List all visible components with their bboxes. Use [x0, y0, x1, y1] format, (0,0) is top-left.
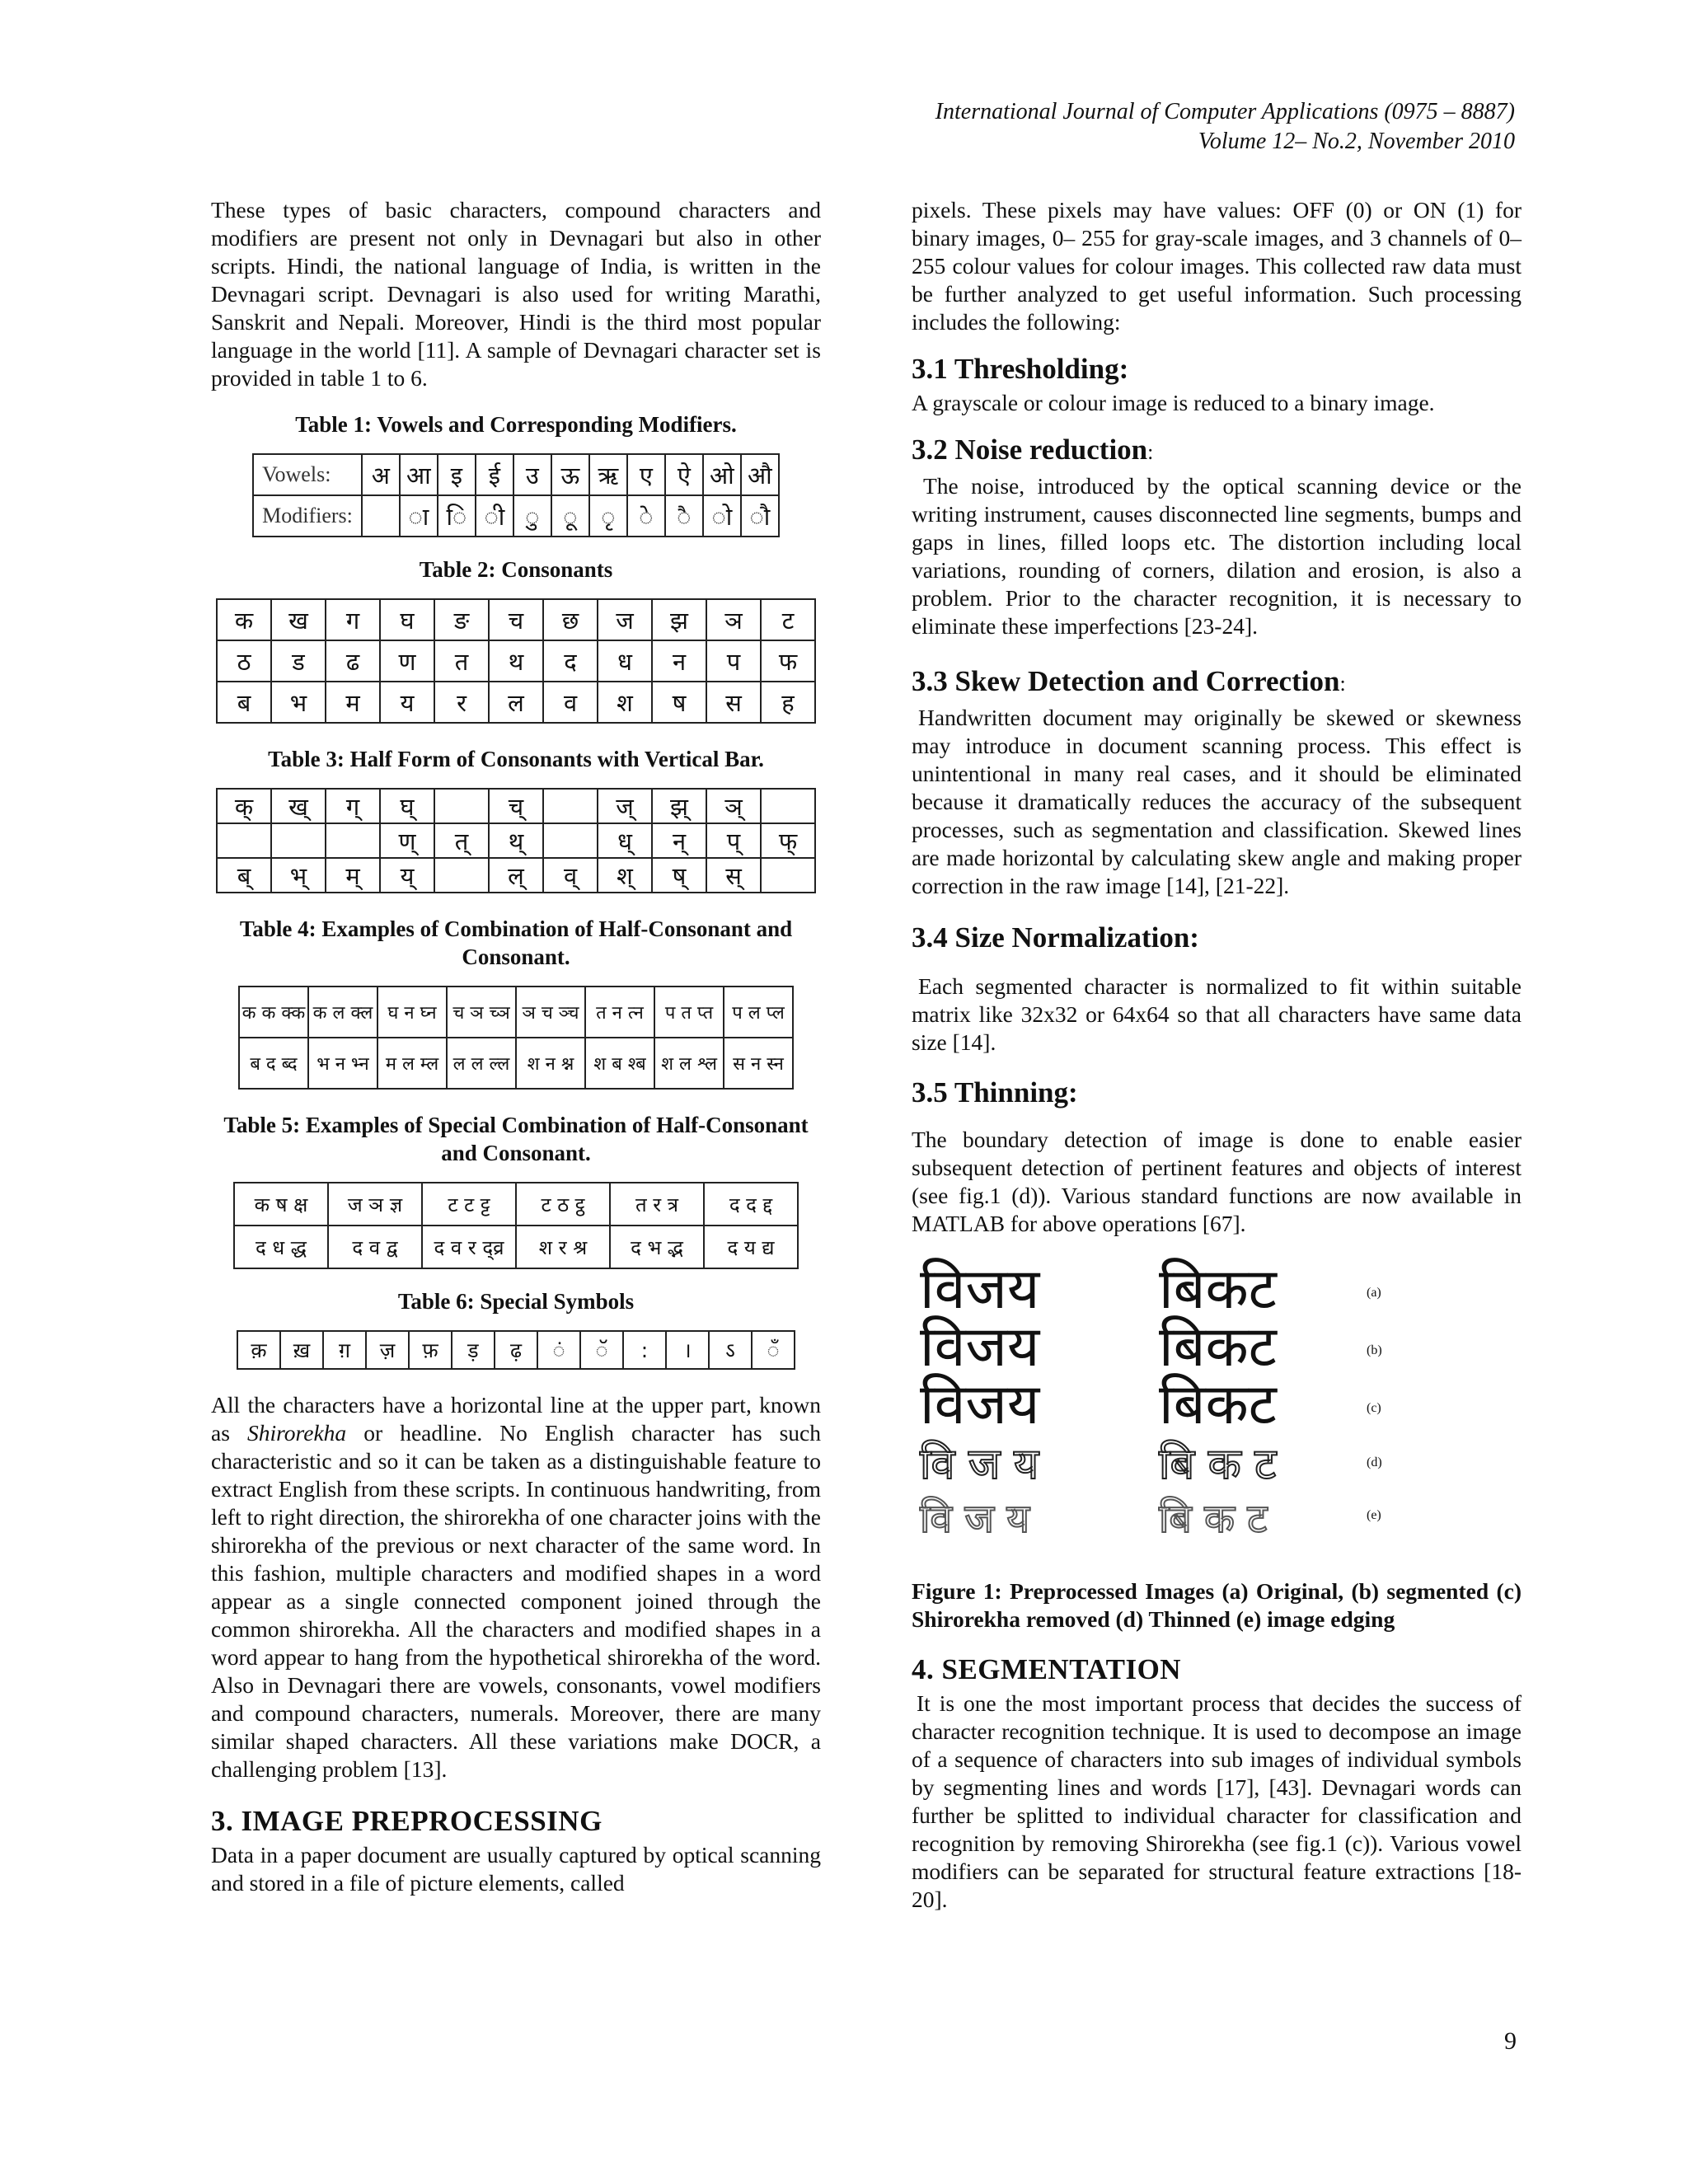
table-cell: श र श्र	[516, 1226, 610, 1268]
table-cell: द ध द्ध	[234, 1226, 328, 1268]
table-cell: ठ	[217, 640, 271, 682]
section4-paragraph: It is one the most important process that decides the success of character recognition technique. It is used to decompose an image of a sequence of characters into sub images of individual symbols by segmenting lines and words [17], [43]. Devnagari words can further be splitted to individual character for classification and recognition by removing Shirorekha (see fig.1 (c)). Various vowel modifiers can be separated for structural feature extractions [18-20].	[912, 1690, 1522, 1912]
table-cell: ि	[438, 495, 476, 537]
table-cell: :	[623, 1331, 666, 1369]
table-cell: ष	[652, 682, 706, 723]
table-row	[253, 454, 779, 495]
table-row	[237, 1331, 795, 1369]
table-cell: श	[598, 682, 652, 723]
figure-label: (a)	[1367, 1286, 1381, 1300]
table-cell: ट ट ट्ट	[422, 1183, 516, 1226]
figure-word: विजय	[920, 1372, 1040, 1437]
figure-word: बिकट	[1159, 1372, 1277, 1437]
table-cell: ऐ	[665, 454, 703, 495]
section4-heading: 4. SEGMENTATION	[912, 1653, 1182, 1685]
table4-caption: Table 4: Examples of Combination of Half-Consonant and Consonant.	[239, 916, 793, 969]
table-cell	[761, 789, 815, 823]
table-cell: म ल म्ल	[377, 1038, 447, 1089]
running-header	[935, 97, 1515, 157]
table6-special-symbols	[237, 1330, 795, 1370]
section3-heading: 3. IMAGE PREPROCESSING	[211, 1805, 603, 1837]
table-row	[253, 495, 779, 537]
volume-info: Volume 12– No.2, November 2010	[1198, 129, 1515, 154]
table-cell: ज	[598, 599, 652, 640]
table-cell: भ्	[271, 858, 326, 893]
table-cell: ण	[380, 640, 434, 682]
table-cell: ञ	[706, 599, 761, 640]
table-cell: ऋ	[589, 454, 627, 495]
table-cell: द	[543, 640, 598, 682]
table-cell: प	[706, 640, 761, 682]
table-cell: औ	[741, 454, 779, 495]
table-cell: ल	[489, 682, 543, 723]
table-cell: प त प्त	[654, 987, 724, 1038]
table-cell: त न त्न	[585, 987, 654, 1038]
table-row	[217, 858, 815, 893]
table5-caption: Table 5: Examples of Special Combination of Half-Consonant and Consonant.	[223, 1113, 809, 1165]
table-row	[217, 823, 815, 858]
figure-label: (d)	[1367, 1455, 1382, 1469]
table-cell: ध्	[598, 823, 652, 858]
table-cell: ग़	[323, 1331, 366, 1369]
table-cell: झ	[652, 599, 706, 640]
figure-label: (e)	[1367, 1508, 1381, 1522]
table-cell: द व द्व	[328, 1226, 422, 1268]
table1-vowels	[252, 453, 780, 537]
table-cell: ज़	[366, 1331, 409, 1369]
table-cell: न	[652, 640, 706, 682]
heading-text: 3.3 Skew Detection and Correction	[912, 665, 1340, 697]
table-cell: ञ च ञ्च	[516, 987, 585, 1038]
figure-word: वि ज य	[920, 1496, 1030, 1542]
table-cell: स	[706, 682, 761, 723]
heading-colon: :	[1147, 440, 1154, 464]
table-cell: क़	[237, 1331, 280, 1369]
table-row	[217, 682, 815, 723]
table-cell: ट ठ ट्ठ	[516, 1183, 610, 1226]
figure-1-caption: Figure 1: Preprocessed Images (a) Original, (b) segmented (c) Shirorekha removed (d) Thinned (e) image edging	[912, 1578, 1522, 1632]
table-cell: ऽ	[709, 1331, 752, 1369]
table-row	[217, 599, 815, 640]
table-cell: ो	[703, 495, 741, 537]
table-cell: क क क्क	[239, 987, 308, 1038]
para-text: All the characters have a horizontal line at the upper part, known as	[211, 1392, 821, 1446]
table-cell: ओ	[703, 454, 741, 495]
table-cell: ड	[271, 640, 326, 682]
table-cell: ल ल ल्ल	[447, 1038, 516, 1089]
s34-paragraph: Each segmented character is normalized to fit within suitable matrix like 32x32 or 64x64 so that all characters have same data size [14].	[912, 973, 1522, 1055]
heading-text: 3.2 Noise reduction	[912, 434, 1148, 466]
table-cell: त्	[434, 823, 489, 858]
table-cell: ौ	[741, 495, 779, 537]
table2-consonants	[216, 598, 816, 724]
left-column	[211, 196, 821, 1897]
table-cell: च्	[489, 789, 543, 823]
para-emphasis: Shirorekha	[246, 1420, 347, 1446]
table-cell: ु	[513, 495, 551, 537]
table5-special-combinations	[233, 1182, 799, 1269]
figure-word: वि ज य	[920, 1440, 1039, 1489]
figure-label: (c)	[1367, 1401, 1381, 1415]
table-cell: ड़	[452, 1331, 495, 1369]
table-cell: य्	[380, 858, 434, 893]
figure-word: बिकट	[1159, 1315, 1277, 1380]
s32-heading	[912, 434, 1522, 469]
s35-heading: 3.5 Thinning:	[912, 1076, 1078, 1108]
table-cell: ।	[666, 1331, 709, 1369]
table4-combinations	[238, 986, 794, 1090]
table-cell: फ़	[409, 1331, 452, 1369]
table-cell: अ	[362, 454, 400, 495]
table-cell: इ	[438, 454, 476, 495]
table-cell	[217, 823, 271, 858]
journal-name: International Journal of Computer Applications (0975 – 8887)	[935, 99, 1515, 124]
s34-heading: 3.4 Size Normalization:	[912, 921, 1199, 954]
table3-half-forms	[216, 788, 816, 893]
figure-label: (b)	[1367, 1343, 1382, 1357]
table6-caption: Table 6: Special Symbols	[397, 1289, 635, 1314]
s31-paragraph: A grayscale or colour image is reduced to a binary image.	[912, 390, 1435, 415]
table-cell	[362, 495, 400, 537]
table-cell: श्	[598, 858, 652, 893]
table-cell: फ्	[761, 823, 815, 858]
table-cell: म्	[326, 858, 380, 893]
table-cell: ग	[326, 599, 380, 640]
table-cell: भ	[271, 682, 326, 723]
table-cell: श ब श्ब	[585, 1038, 654, 1089]
table-cell: ढ	[326, 640, 380, 682]
figure-word: बि क ट	[1159, 1496, 1268, 1542]
table-cell: झ्	[652, 789, 706, 823]
continued-paragraph: pixels. These pixels may have values: OFF (0) or ON (1) for binary images, 0– 255 for gray-scale images, and 3 channels of 0–255 colour values for colour images. This collected raw data must be further analyzed to get useful information. Such processing includes the following:	[912, 197, 1522, 335]
table-cell: ए	[627, 454, 665, 495]
table-cell: य	[380, 682, 434, 723]
row-label: Vowels:	[253, 454, 362, 495]
table-cell: ँ	[752, 1331, 795, 1369]
table-cell: थ	[489, 640, 543, 682]
table-cell: श ल श्ल	[654, 1038, 724, 1089]
s33-paragraph: Handwritten document may originally be skewed or skewness may introduce in document scanning process. This effect is unintentional in many real cases, and it should be eliminated because it dramatically reduces the accuracy of the subsequent processes, such as segmentation and classification. Skewed lines are made horizontal by calculating skew angle and making proper correction in the raw image [14], [21-22].	[912, 705, 1522, 898]
table-cell	[543, 823, 598, 858]
row-label: Modifiers:	[253, 495, 362, 537]
heading-colon: :	[1339, 672, 1346, 696]
table-cell: ं	[537, 1331, 580, 1369]
table-cell: त र त्र	[610, 1183, 704, 1226]
table-cell	[434, 789, 489, 823]
figure-1-image	[912, 1257, 1522, 1566]
table-cell: ू	[551, 495, 589, 537]
table-cell	[271, 823, 326, 858]
figure-word: विजय	[920, 1315, 1040, 1380]
table-cell: ब द ब्द	[239, 1038, 308, 1089]
table-cell: घ न घ्न	[377, 987, 447, 1038]
table-cell: ई	[476, 454, 513, 495]
intro-paragraph: These types of basic characters, compound characters and modifiers are present not only in Devnagari but also in other scripts. Hindi, the national language of India, is written in the Devnagari script. Devnagari is also used for writing Marathi, Sanskrit and Nepali. Moreover, Hindi is the third most popular language in the world [11]. A sample of Devnagari character set is provided in table 1 to 6.	[211, 197, 821, 391]
table-cell: ऊ	[551, 454, 589, 495]
table-cell: श न श्न	[516, 1038, 585, 1089]
table-cell: ख़	[280, 1331, 323, 1369]
table-cell: ष्	[652, 858, 706, 893]
table-cell: ढ़	[495, 1331, 537, 1369]
table1-caption: Table 1: Vowels and Corresponding Modifiers.	[295, 412, 737, 437]
table-cell: थ्	[489, 823, 543, 858]
table-cell: ा	[400, 495, 438, 537]
table-cell: ण्	[380, 823, 434, 858]
figure-word: बि क ट	[1159, 1440, 1277, 1489]
table-cell	[543, 789, 598, 823]
table-cell: द व र द्व्र	[422, 1226, 516, 1268]
table-cell: ी	[476, 495, 513, 537]
table-cell: भ न भ्न	[308, 1038, 377, 1089]
table-cell: फ	[761, 640, 815, 682]
table-cell: प ल प्ल	[724, 987, 793, 1038]
table-cell	[326, 823, 380, 858]
table-row	[239, 987, 793, 1038]
table-cell: ब्	[217, 858, 271, 893]
table-row	[234, 1183, 798, 1226]
table-cell: ै	[665, 495, 703, 537]
table-row	[217, 640, 815, 682]
table-cell	[434, 858, 489, 893]
table-row	[234, 1226, 798, 1268]
table-cell: ङ	[434, 599, 489, 640]
table-cell: क्	[217, 789, 271, 823]
table-cell: ध	[598, 640, 652, 682]
table-cell: ज्	[598, 789, 652, 823]
table-cell	[761, 858, 815, 893]
table-cell: ब	[217, 682, 271, 723]
table-cell: द भ द्भ	[610, 1226, 704, 1268]
table-cell: घ	[380, 599, 434, 640]
table-cell: च ञ च्ञ	[447, 987, 516, 1038]
table-cell: ज ञ ज्ञ	[328, 1183, 422, 1226]
table-cell: स न स्न	[724, 1038, 793, 1089]
table-cell: ल्	[489, 858, 543, 893]
table-cell: त	[434, 640, 489, 682]
table-cell: ॅ	[580, 1331, 623, 1369]
table-cell: प्	[706, 823, 761, 858]
table-row	[239, 1038, 793, 1089]
table-cell: े	[627, 495, 665, 537]
section3-paragraph: Data in a paper document are usually captured by optical scanning and stored in a file of picture elements, called	[211, 1842, 821, 1896]
table-cell: द य द्य	[704, 1226, 798, 1268]
s32-paragraph: The noise, introduced by the optical scanning device or the writing instrument, causes disconnected line segments, bumps and gaps in lines, filled loops etc. The distortion including local variations, rounding of corners, dilation and erosion, is also a problem. Prior to the character recognition, it is necessary to eliminate these imperfections [23-24].	[912, 473, 1522, 639]
table-cell: क ष क्ष	[234, 1183, 328, 1226]
table-cell: ट	[761, 599, 815, 640]
figure-word: विजय	[920, 1257, 1040, 1322]
table-cell: व्	[543, 858, 598, 893]
table-cell: म	[326, 682, 380, 723]
table-cell: क	[217, 599, 271, 640]
table-cell: ख	[271, 599, 326, 640]
right-column	[912, 196, 1522, 1914]
table-cell: व	[543, 682, 598, 723]
table-cell: च	[489, 599, 543, 640]
table-cell: द द द्द	[704, 1183, 798, 1226]
table-cell: छ	[543, 599, 598, 640]
table-row	[217, 789, 815, 823]
table-cell: उ	[513, 454, 551, 495]
para-text: or headline. No English character has such characteristic and so it can be taken as a distinguishable feature to extract English from these scripts. In continuous handwriting, from left to right direction, the shirorekha of one character joins with the shirorekha of the previous or next character of the same word. In this fashion, multiple characters and modified shapes in a word appear as a single connected component joined through the common shirorekha. All the characters and modified shapes in a word appear to hang from the hypothetical shirorekha of the word. Also in Devnagari there are vowels, consonants, vowel modifiers and compound characters, numerals. Moreover, there are many similar shaped characters. All these variations make DOCR, a challenging problem [13].	[211, 1420, 821, 1782]
table-cell: स्	[706, 858, 761, 893]
table-cell: ख्	[271, 789, 326, 823]
table-cell: ग्	[326, 789, 380, 823]
s33-heading	[912, 665, 1522, 701]
shirorekha-paragraph	[211, 1391, 821, 1783]
table-cell: र	[434, 682, 489, 723]
figure-word: बिकट	[1159, 1257, 1277, 1322]
table-cell: ह	[761, 682, 815, 723]
table-cell: ृ	[589, 495, 627, 537]
table-cell: न्	[652, 823, 706, 858]
table-cell: क ल क्ल	[308, 987, 377, 1038]
table-cell: घ्	[380, 789, 434, 823]
s35-paragraph: The boundary detection of image is done to enable easier subsequent detection of pertinent features and objects of interest (see fig.1 (d)). Various standard functions are now available in MATLAB for above operations [67].	[912, 1127, 1522, 1236]
table-cell: ञ्	[706, 789, 761, 823]
table3-caption: Table 3: Half Form of Consonants with Vertical Bar.	[268, 747, 764, 771]
table-cell: आ	[400, 454, 438, 495]
s31-heading: 3.1 Thresholding:	[912, 353, 1129, 385]
page-number: 9	[1504, 2027, 1517, 2055]
table2-caption: Table 2: Consonants	[419, 557, 613, 582]
